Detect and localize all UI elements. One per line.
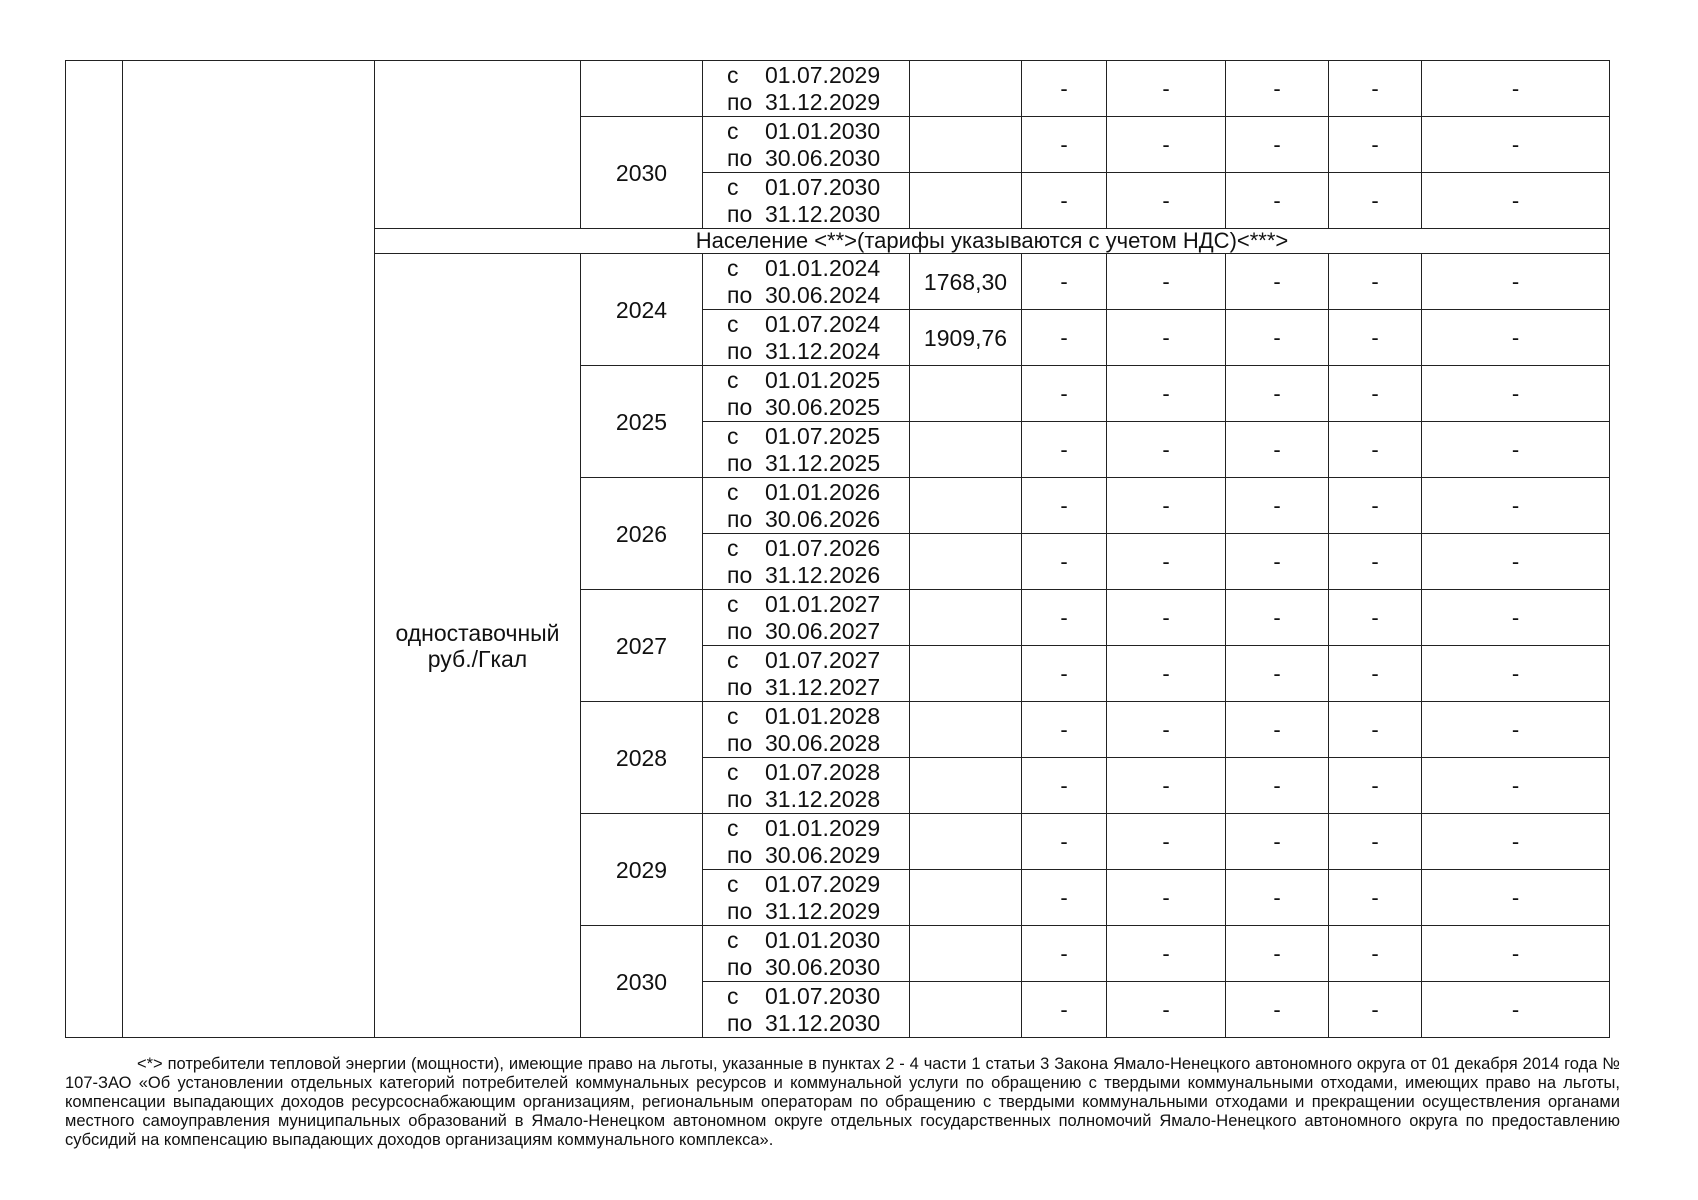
period-from-line [727,62,909,89]
tariff-table [65,60,1610,1038]
tariff-type-blank-cell [375,61,581,229]
dash-cell: - [1329,173,1422,229]
dash-cell: - [1022,534,1107,590]
period-from-line [727,647,909,674]
dash-cell: - [1226,254,1329,310]
period-from-label: с [727,254,739,281]
value-cell [910,173,1022,229]
footnote: <*> потребители тепловой энергии (мощности), имеющие право на льготы, указанные в пунктах 2 - 4 части 1 статьи 3 Закона Ямало-Ненецкого автономного округа от 01 декабря 2014 года № 107-ЗАО «Об установлении отдельных категорий потребителей коммунальных ресурсов и коммунальной услуги по обращению с твердыми коммунальными отходами, имеющих право на льготы, компенсации выпадающих доходов ресурсоснабжающим организациям, региональным операторам по обращению с твердыми коммунальными отходами и прекращении осуществления органами местного самоуправления муниципальных образований в Ямало-Ненецком автономном округе отдельных государственных полномочий Ямало-Ненецкого автономного округа по предоставлению субсидий на компенсацию выпадающих доходов организациям коммунального комплекса». [65,1055,1620,1149]
period-to-date: 31.12.2024 [765,337,881,364]
period-from-line [727,118,909,145]
dash-cell: - [1226,702,1329,758]
year-cell: 2026 [581,478,703,590]
period-from-date: 01.01.2028 [765,702,881,729]
period-from-line [727,983,909,1010]
value-cell [910,982,1022,1038]
period-cell [703,982,910,1038]
dash-cell: - [1329,366,1422,422]
year-cell: 2024 [581,254,703,366]
period-from-date: 01.07.2029 [765,61,881,88]
period-from-line [727,703,909,730]
year-cell: 2030 [581,926,703,1038]
period-to-label: по [727,200,753,227]
value-cell [910,422,1022,478]
period-to-date: 31.12.2030 [765,1009,881,1036]
dash-cell: - [1226,646,1329,702]
period-from-date: 01.07.2030 [765,982,881,1009]
dash-cell: - [1107,534,1226,590]
dash-cell: - [1107,366,1226,422]
period-from-date: 01.01.2029 [765,814,881,841]
dash-cell: - [1107,870,1226,926]
period-from-date: 01.01.2025 [765,366,881,393]
period-from-line [727,311,909,338]
dash-cell: - [1226,590,1329,646]
section-header: Население <**>(тарифы указываются с учетом НДС)<***> [375,229,1610,254]
organization-column-cell [123,61,375,1038]
dash-cell: - [1107,254,1226,310]
dash-cell: - [1329,926,1422,982]
dash-cell: - [1107,310,1226,366]
period-to-label: по [727,673,753,700]
period-to-date: 30.06.2028 [765,729,881,756]
period-to-date: 31.12.2026 [765,561,881,588]
period-to-line [727,898,909,925]
dash-cell: - [1329,61,1422,117]
value-cell: 1768,30 [910,254,1022,310]
period-from-label: с [727,61,739,88]
period-cell [703,478,910,534]
dash-cell: - [1226,814,1329,870]
value-cell [910,478,1022,534]
value-cell [910,590,1022,646]
period-to-line [727,954,909,981]
period-from-label: с [727,534,739,561]
dash-cell: - [1329,814,1422,870]
dash-cell: - [1329,646,1422,702]
dash-cell: - [1022,254,1107,310]
dash-cell: - [1022,702,1107,758]
dash-cell: - [1329,478,1422,534]
dash-cell: - [1422,982,1610,1038]
dash-cell: - [1422,173,1610,229]
dash-cell: - [1107,646,1226,702]
dash-cell: - [1107,814,1226,870]
dash-cell: - [1329,590,1422,646]
period-to-line [727,506,909,533]
dash-cell: - [1226,366,1329,422]
period-from-line [727,759,909,786]
period-cell [703,254,910,310]
period-from-date: 01.01.2030 [765,926,881,953]
period-cell [703,870,910,926]
period-from-line [727,255,909,282]
tariff-type-name: одноставочный [395,619,560,646]
dash-cell: - [1422,366,1610,422]
period-to-date: 30.06.2030 [765,144,881,171]
period-to-label: по [727,281,753,308]
period-to-date: 30.06.2025 [765,393,881,420]
period-to-line [727,89,909,116]
period-from-label: с [727,117,739,144]
value-cell [910,646,1022,702]
tariff-type-cell [375,254,581,1038]
dash-cell: - [1422,534,1610,590]
dash-cell: - [1329,702,1422,758]
period-from-label: с [727,366,739,393]
period-from-line [727,367,909,394]
period-to-date: 31.12.2027 [765,673,881,700]
period-from-date: 01.01.2030 [765,117,881,144]
period-from-date: 01.07.2024 [765,310,881,337]
dash-cell: - [1107,478,1226,534]
period-from-date: 01.01.2027 [765,590,881,617]
period-to-line [727,674,909,701]
dash-cell: - [1022,366,1107,422]
dash-cell: - [1226,117,1329,173]
period-from-label: с [727,870,739,897]
value-cell [910,814,1022,870]
period-from-date: 01.01.2026 [765,478,881,505]
dash-cell: - [1022,982,1107,1038]
period-from-line [727,174,909,201]
period-to-line [727,1010,909,1037]
dash-cell: - [1107,982,1226,1038]
period-to-label: по [727,897,753,924]
dash-cell: - [1226,61,1329,117]
dash-cell: - [1422,814,1610,870]
period-to-label: по [727,729,753,756]
year-cell: 2025 [581,366,703,478]
dash-cell: - [1022,814,1107,870]
dash-cell: - [1226,926,1329,982]
period-from-label: с [727,646,739,673]
period-from-line [727,535,909,562]
period-cell [703,702,910,758]
period-to-line [727,394,909,421]
period-cell [703,646,910,702]
dash-cell: - [1226,534,1329,590]
dash-cell: - [1226,982,1329,1038]
dash-cell: - [1107,702,1226,758]
period-from-date: 01.07.2029 [765,870,881,897]
value-cell [910,926,1022,982]
dash-cell: - [1422,61,1610,117]
period-cell [703,590,910,646]
dash-cell: - [1022,422,1107,478]
period-cell [703,422,910,478]
period-to-line [727,450,909,477]
period-to-label: по [727,561,753,588]
period-cell [703,61,910,117]
year-cell: 2027 [581,590,703,702]
period-to-line [727,201,909,228]
period-to-label: по [727,337,753,364]
dash-cell: - [1107,758,1226,814]
dash-cell: - [1329,534,1422,590]
value-cell [910,534,1022,590]
period-cell [703,366,910,422]
year-cell: 2028 [581,702,703,814]
dash-cell: - [1329,422,1422,478]
period-cell [703,310,910,366]
dash-cell: - [1329,310,1422,366]
period-to-date: 31.12.2029 [765,88,881,115]
table-row [66,61,1610,117]
period-from-line [727,423,909,450]
period-to-date: 31.12.2029 [765,897,881,924]
dash-cell: - [1329,870,1422,926]
dash-cell: - [1107,590,1226,646]
dash-cell: - [1107,422,1226,478]
year-blank-cell [581,61,703,117]
period-to-date: 30.06.2029 [765,841,881,868]
value-cell: 1909,76 [910,310,1022,366]
dash-cell: - [1422,758,1610,814]
period-from-label: с [727,758,739,785]
period-to-label: по [727,505,753,532]
period-to-label: по [727,1009,753,1036]
dash-cell: - [1107,926,1226,982]
period-to-date: 30.06.2024 [765,281,881,308]
dash-cell: - [1022,758,1107,814]
period-to-label: по [727,144,753,171]
dash-cell: - [1226,173,1329,229]
period-from-line [727,479,909,506]
period-to-date: 30.06.2030 [765,953,881,980]
dash-cell: - [1107,117,1226,173]
period-from-date: 01.07.2025 [765,422,881,449]
period-to-line [727,282,909,309]
year-cell: 2029 [581,814,703,926]
period-to-line [727,562,909,589]
period-to-date: 31.12.2025 [765,449,881,476]
period-cell [703,117,910,173]
value-cell [910,870,1022,926]
number-column-cell [66,61,123,1038]
period-from-label: с [727,702,739,729]
dash-cell: - [1422,254,1610,310]
dash-cell: - [1107,173,1226,229]
period-from-label: с [727,814,739,841]
value-cell [910,366,1022,422]
period-from-line [727,815,909,842]
period-from-date: 01.01.2024 [765,254,881,281]
dash-cell: - [1022,870,1107,926]
period-from-date: 01.07.2026 [765,534,881,561]
dash-cell: - [1022,478,1107,534]
period-to-label: по [727,785,753,812]
dash-cell: - [1226,758,1329,814]
period-to-line [727,145,909,172]
period-to-line [727,730,909,757]
dash-cell: - [1422,590,1610,646]
dash-cell: - [1422,422,1610,478]
period-to-date: 30.06.2026 [765,505,881,532]
period-from-line [727,591,909,618]
period-to-date: 30.06.2027 [765,617,881,644]
period-from-label: с [727,478,739,505]
value-cell [910,61,1022,117]
period-from-label: с [727,926,739,953]
dash-cell: - [1329,758,1422,814]
dash-cell: - [1226,310,1329,366]
period-to-line [727,842,909,869]
dash-cell: - [1022,61,1107,117]
period-to-line [727,786,909,813]
period-from-date: 01.07.2028 [765,758,881,785]
value-cell [910,702,1022,758]
dash-cell: - [1226,478,1329,534]
dash-cell: - [1329,982,1422,1038]
period-from-label: с [727,173,739,200]
period-cell [703,534,910,590]
value-cell [910,117,1022,173]
dash-cell: - [1022,173,1107,229]
dash-cell: - [1422,117,1610,173]
period-cell [703,758,910,814]
period-to-label: по [727,449,753,476]
dash-cell: - [1329,117,1422,173]
dash-cell: - [1022,117,1107,173]
dash-cell: - [1022,590,1107,646]
tariff-table-body [66,61,1610,1038]
dash-cell: - [1022,310,1107,366]
dash-cell: - [1107,61,1226,117]
period-to-line [727,618,909,645]
dash-cell: - [1422,870,1610,926]
period-to-label: по [727,841,753,868]
period-from-date: 01.07.2030 [765,173,881,200]
dash-cell: - [1329,254,1422,310]
period-from-label: с [727,982,739,1009]
period-to-label: по [727,88,753,115]
period-cell [703,814,910,870]
period-from-date: 01.07.2027 [765,646,881,673]
dash-cell: - [1422,478,1610,534]
period-to-line [727,338,909,365]
period-cell [703,926,910,982]
dash-cell: - [1226,870,1329,926]
dash-cell: - [1226,422,1329,478]
period-cell [703,173,910,229]
period-from-label: с [727,590,739,617]
period-from-label: с [727,310,739,337]
period-from-label: с [727,422,739,449]
period-to-date: 31.12.2028 [765,785,881,812]
dash-cell: - [1022,926,1107,982]
period-to-label: по [727,953,753,980]
period-from-line [727,871,909,898]
dash-cell: - [1422,646,1610,702]
period-to-label: по [727,393,753,420]
dash-cell: - [1422,702,1610,758]
period-from-line [727,927,909,954]
period-to-date: 31.12.2030 [765,200,881,227]
period-to-label: по [727,617,753,644]
dash-cell: - [1422,310,1610,366]
tariff-unit: руб./Гкал [427,645,528,672]
dash-cell: - [1422,926,1610,982]
dash-cell: - [1022,646,1107,702]
value-cell [910,758,1022,814]
year-cell: 2030 [581,117,703,229]
